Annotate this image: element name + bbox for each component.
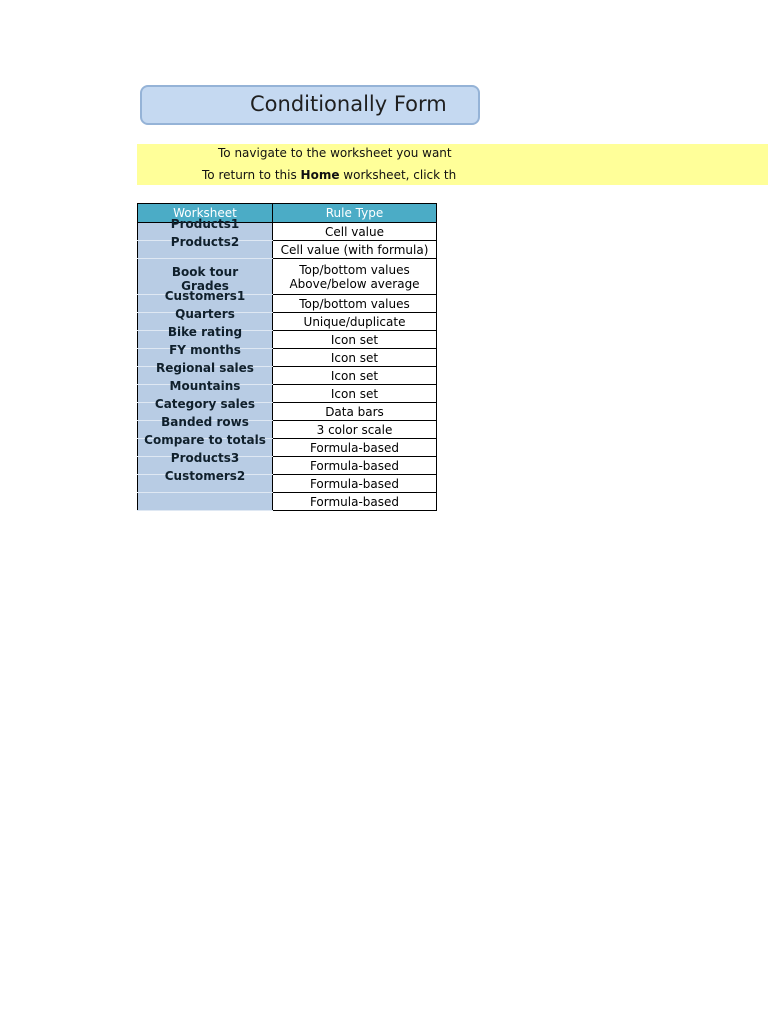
worksheet-link-label: Customers2 <box>164 469 246 483</box>
page-title: Conditionally Form <box>250 92 447 116</box>
worksheet-link-label: Products2 <box>170 235 240 249</box>
rule-type-cell: Formula-based <box>273 475 437 493</box>
worksheet-link-label: Products1 <box>170 217 240 231</box>
instruction-line-2-suffix: worksheet, click th <box>339 168 457 182</box>
instruction-line-1: To navigate to the worksheet you want <box>218 146 452 160</box>
worksheet-link[interactable] <box>138 469 273 493</box>
rules-table <box>137 203 437 511</box>
rule-type-cell: Formula-based <box>273 493 437 511</box>
worksheet-link-label: FY months <box>169 343 241 357</box>
rule-type-cell: Icon set <box>273 331 437 349</box>
rule-type-cell: Unique/duplicate <box>273 313 437 331</box>
worksheet-link-label: Grades <box>181 279 229 293</box>
worksheet-link-label: Mountains <box>169 379 241 393</box>
worksheet-link-label: Quarters <box>175 307 235 321</box>
instruction-line-2 <box>202 167 456 183</box>
rule-type-cell: Icon set <box>273 367 437 385</box>
rule-type-cell: Formula-based <box>273 439 437 457</box>
worksheet-link-label: Bike rating <box>167 325 243 339</box>
table-row <box>138 475 437 493</box>
worksheet-link-label: Banded rows <box>161 415 249 429</box>
worksheet-link-label: Compare to totals <box>144 433 266 447</box>
rule-type-cell: Formula-based <box>273 457 437 475</box>
rule-type-cell: Data bars <box>273 403 437 421</box>
rule-type-cell: 3 color scale <box>273 421 437 439</box>
instruction-line-2-prefix: To return to this <box>202 168 301 182</box>
table-row <box>138 241 437 259</box>
rule-type-line: Top/bottom values <box>299 262 410 277</box>
worksheet-link-label: Products3 <box>170 451 240 465</box>
worksheet-link-label: Book tour <box>171 265 239 279</box>
rule-type-cell: Top/bottom values <box>273 295 437 313</box>
worksheet-link-label: Regional sales <box>156 361 254 375</box>
worksheet-link-label: Customers1 <box>164 289 246 303</box>
rule-type-cell: Cell value <box>273 223 437 241</box>
worksheet-link-label: Category sales <box>154 397 256 411</box>
header-rule-type: Rule Type <box>273 204 437 223</box>
home-word: Home <box>300 168 340 182</box>
rule-type-cell: Icon set <box>273 385 437 403</box>
worksheet-link[interactable] <box>138 235 273 259</box>
rule-type-cell <box>273 259 437 295</box>
rule-type-line: Above/below average <box>289 276 420 291</box>
worksheet-link[interactable] <box>138 493 273 511</box>
table-row <box>138 493 437 511</box>
rule-type-cell: Cell value (with formula) <box>273 241 437 259</box>
rule-type-cell: Icon set <box>273 349 437 367</box>
header-worksheet: Worksheet <box>138 204 273 223</box>
